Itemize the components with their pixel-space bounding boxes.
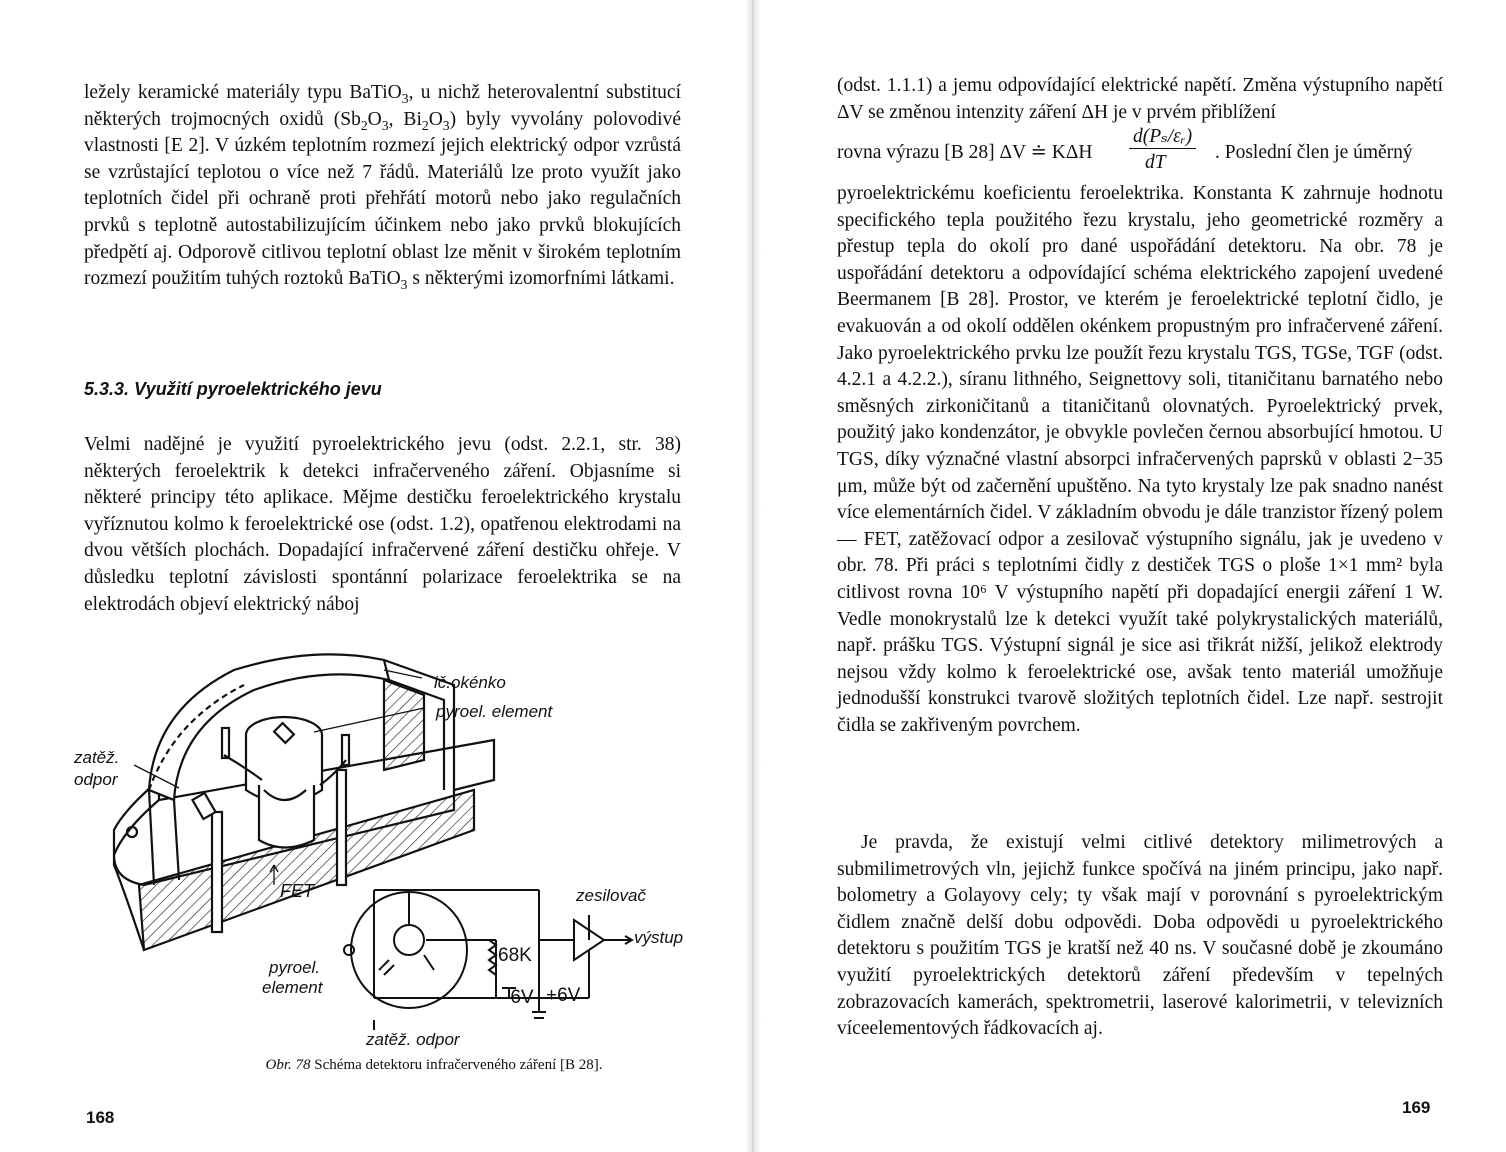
page-number-right: 169: [1402, 1098, 1431, 1117]
label-plus-6v: +6V: [546, 985, 581, 1006]
subscript: 3: [400, 277, 408, 293]
label-load-resistor-bottom: zatěž. odpor: [366, 1030, 460, 1049]
left-paragraph-2: [84, 432, 681, 618]
formula-numerator: d(Pₛ/εᵣ): [1129, 126, 1196, 149]
detector-diagram: [84, 640, 724, 1080]
label-minus-6v: -6V: [504, 987, 534, 1008]
text-run: O: [367, 108, 382, 130]
caption-prefix: Obr. 78: [265, 1057, 311, 1073]
paragraph-text: (odst. 1.1.1) a jemu odpovídající elektrické napětí. Změna výstupního napětí ΔV se změnou intenzity záření ΔH je v prvém přiblížení: [837, 75, 1443, 123]
circuit-schematic: [344, 890, 632, 1030]
right-paragraph-1a: [837, 73, 1443, 126]
formula-prefix: rovna výrazu [B 28] ΔV ≐ KΔH: [837, 142, 1093, 163]
page-number-left: 168: [86, 1108, 115, 1127]
formula-suffix: . Poslední člen je úměrný: [1215, 142, 1413, 163]
text-run: , u nichž heterovalentní substitucí některých trojmocných oxidů (Sb: [84, 82, 681, 130]
label-pyro-element-2-line1: pyroel.: [269, 958, 321, 977]
text-run: ležely keramické materiály typu BaTiO: [84, 82, 402, 103]
right-paragraph-1b: [837, 181, 1443, 739]
subscript: 2: [421, 117, 429, 133]
subscript: 2: [360, 117, 368, 133]
subscript: 3: [381, 117, 389, 133]
label-amplifier: zesilovač: [576, 886, 646, 905]
text-run: , Bi: [388, 108, 422, 130]
label-output: výstup: [634, 928, 684, 947]
text-run: O: [428, 108, 443, 130]
text-run: s některými izomorfními látkami.: [407, 268, 675, 290]
formula-denominator: dT: [1145, 152, 1166, 173]
figure-78: [74, 640, 724, 1080]
section-heading: 5.3.3. Využití pyroelektrického jevu: [84, 379, 382, 399]
detector-housing-drawing: [114, 654, 494, 950]
label-fet: FET: [280, 881, 314, 901]
paragraph-text: pyroelektrickému koeficientu feroelektrika. Konstanta K zahrnuje hodnotu specifického tepla použitého řezu krystalu, jeho geometrické rozměry a přestup tepla do okolí pro dané uspořádání detektoru. Na obr. 78 je uspořádání detektoru a odpovídající schéma elektrického zapojení uvedené Beermanem [B 28]. Prostor, ve kterém je feroelektrické teplotní čidlo, je evakuován a od okolí oddělen okénkem propustným pro infračervené záření. Jako pyroelektrického prvku lze použít řezu krystalu TGS, TGSe, TGF (odst. 4.2.1 a 4.2.2.), síranu lithného, Seignettovy soli, titaničitanu barnatého nebo směsných zirkoničitanů a titaničitanů olovnatých. Pyroelektrický prvek, použitý jako kondenzátor, je obvykle povlečen černou absorbující hmotou. U TGS, díky význačné vlastní absorpci infračervených paprsků v oblasti 2−35 μm, může být od začernění upuštěno. Na tyto krystaly lze pak snadno nanést více elementárních čidel. V základním obvodu je dále tranzistor řízený polem — FET, zatěžovací odpor a zesilovač výstupního signálu, jak je uvedeno v obr. 78. Při práci s teplotními čidly z destiček TGS o ploše 1×1 mm² byla citlivost rovna 10⁶ V výstupního napětí při dopadající energii záření 1 W. Vedle monokrystalů lze k detekci využít také polykrystalických materiálů, např. prášku TGS. Výstupní signál je sice asi třikrát nižší, jelikož elektrody nejsou vždy kolmo k feroelektrické ose, avšak tento materiál umožňuje jednodušší konstrukci tvarově složitých teplotních čidel. Lze např. sestrojit čidla se zakřiveným povrchem.: [837, 183, 1443, 736]
caption-text: Schéma detektoru infračerveného záření [B 28].: [314, 1057, 603, 1073]
label-resistor-value: 68K: [498, 945, 532, 966]
label-ir-window: ič.okénko: [434, 673, 506, 692]
left-paragraph-1: [84, 80, 681, 293]
paragraph-text: Velmi nadějné je využití pyroelektrického jevu (odst. 2.2.1, str. 38) některých feroelektrik k detekci infračerveného záření. Objasníme si některé principy této aplikace. Mějme destičku feroelektrického krystalu vyříznutou kolmo k feroelektrické ose (odst. 1.2), opatřenou elektrodami na dvou větších plochách. Dopadající infračervené záření destičku ohřeje. V důsledku teplotní závislosti spontánní polarizace feroelektrika se na elektrodách objeví elektrický náboj: [84, 434, 681, 615]
paragraph-text: Je pravda, že existují velmi citlivé detektory milimetrových a submilimetrových vln, jejichž funkce spočívá na jiném principu, jako např. bolometry a Golayovy cely; ty však mají v porovnání s pyroelektrickým čidlem značně delší dobu odpovědi. Doba odpovědi u pyroelektrického detektoru s použitím TGS je kratší než 40 ns. V současné době je zkoumáno využití pyroelektrických detektorů záření především v tepelných zobrazovacích kamerách, spektrometrii, laserové kalorimetrii, v televizních víceelementových řádkovacích aj.: [837, 832, 1443, 1040]
figure-caption: [174, 1057, 694, 1074]
text-run: ) byly vyvolány polovodivé vlastnosti [E 2]. V úzkém teplotním rozmezí jejich elektrický odpor vzrůstá se vzrůstající teplotou o více než 7 řádů. Materiálů lze proto využít jako teplotních čidel při ochraně proti přehřátí motorů nebo jako regulačních prvků s teplotně autostabilizujícím účinkem nebo jako prvků blokujících předpětí aj. Odporově citlivou teplotní oblast lze měnit v širokém teplotním rozmezí použitím tuhých roztoků BaTiO: [84, 108, 681, 290]
subscript: 3: [401, 90, 409, 106]
subscript: 3: [442, 117, 450, 133]
right-page: [753, 0, 1506, 1152]
label-load-resistor-line2: odpor: [74, 770, 118, 789]
right-paragraph-2: [837, 830, 1443, 1043]
label-pyro-element: pyroel. element: [436, 702, 553, 721]
label-pyro-element-2-line2: element: [262, 978, 323, 997]
formula-line: [837, 126, 1443, 182]
label-load-resistor-line1: zatěž.: [74, 748, 120, 767]
